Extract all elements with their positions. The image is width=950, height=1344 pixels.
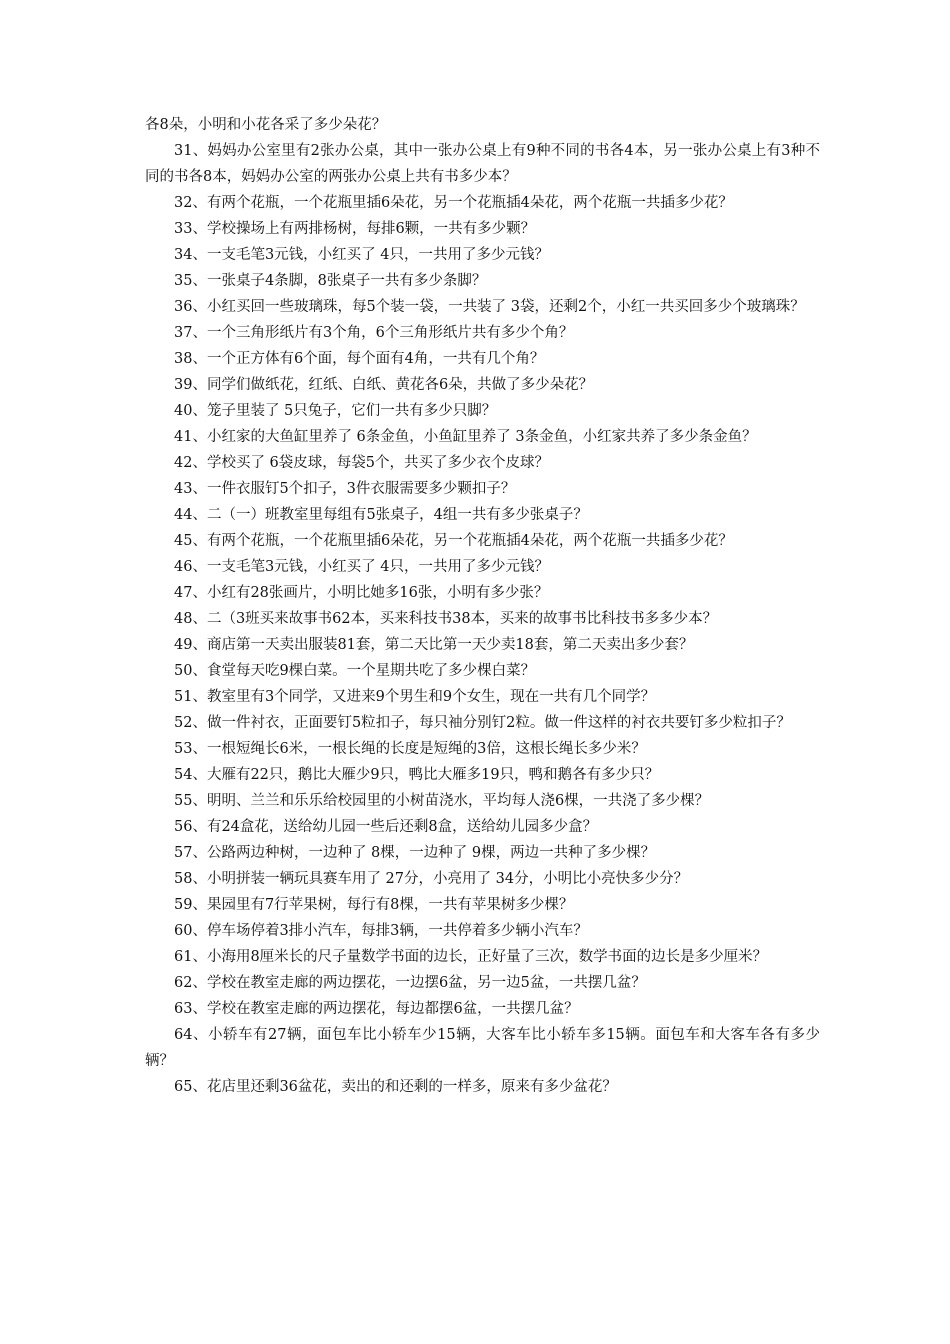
problem-item: 52、做一件衬衣，正面要钉5粒扣子，每只袖分别钉2粒。做一件这样的衬衣共要钉多少粒扣子？ [174, 715, 791, 731]
problem-item: 36、小红买回一些玻璃珠，每5个装一袋，一共装了 3袋，还剩2个，小红一共买回多少个玻璃珠？ [174, 299, 805, 315]
problem-item: 37、一个三角形纸片有3个角，6个三角形纸片共有多少个角？ [174, 325, 574, 341]
problem-item: 57、公路两边种树，一边种了 8棵，一边种了 9棵，两边一共种了多少棵？ [174, 845, 656, 861]
problem-item: 46、一支毛笔3元钱，小红买了 4只，一共用了多少元钱？ [174, 559, 550, 575]
problem-item: 55、明明、兰兰和乐乐给校园里的小树苗浇水，平均每人浇6棵，一共浇了多少棵？ [174, 793, 710, 809]
problem-item: 64、小轿车有27辆，面包车比小轿车少15辆，大客车比小轿车多15辆。面包车和大客车各有多少辆？ [145, 1027, 820, 1069]
problem-item: 53、一根短绳长6米，一根长绳的长度是短绳的3倍，这根长绳长多少米？ [174, 741, 646, 757]
problem-item: 40、笼子里装了 5只兔子，它们一共有多少只脚？ [174, 403, 497, 419]
problem-item: 47、小红有28张画片，小明比她多16张，小明有多少张？ [174, 585, 549, 601]
problem-item: 60、停车场停着3排小汽车，每排3辆，一共停着多少辆小汽车？ [174, 923, 588, 939]
continuation-paragraph: 各8朵，小明和小花各采了多少朵花？ [145, 117, 387, 133]
problem-item: 50、食堂每天吃9棵白菜。一个星期共吃了多少棵白菜？ [174, 663, 536, 679]
problem-item: 63、学校在教室走廊的两边摆花，每边都摆6盆，一共摆几盆？ [174, 1001, 579, 1017]
problem-item: 56、有24盒花，送给幼儿园一些后还剩8盒，送给幼儿园多少盒？ [174, 819, 598, 835]
problem-item: 31、妈妈办公室里有2张办公桌，其中一张办公桌上有9种不同的书各4本，另一张办公桌上有3种不同的书各8本，妈妈办公室的两张办公桌上共有书多少本？ [145, 143, 820, 185]
problem-items [145, 138, 820, 1100]
problem-item: 61、小海用8厘米长的尺子量数学书面的边长，正好量了三次，数学书面的边长是多少厘米？ [174, 949, 768, 965]
problem-item: 33、学校操场上有两排杨树，每排6颗，一共有多少颗？ [174, 221, 536, 237]
problem-item: 44、二（一）班教室里每组有5张桌子，4组一共有多少张桌子？ [174, 507, 588, 523]
problem-list [145, 112, 820, 1100]
problem-item: 59、果园里有7行苹果树，每行有8棵，一共有苹果树多少棵？ [174, 897, 574, 913]
problem-item: 32、有两个花瓶，一个花瓶里插6朵花，另一个花瓶插4朵花，两个花瓶一共插多少花？ [174, 195, 733, 211]
problem-item: 34、一支毛笔3元钱，小红买了 4只，一共用了多少元钱？ [174, 247, 550, 263]
problem-item: 43、一件衣服钉5个扣子，3件衣服需要多少颗扣子？ [174, 481, 516, 497]
problem-item: 35、一张桌子4条脚，8张桌子一共有多少条脚？ [174, 273, 487, 289]
problem-item: 48、二（3班买来故事书62本，买来科技书38本，买来的故事书比科技书多多少本？ [174, 611, 718, 627]
problem-item: 58、小明拼装一辆玩具赛车用了 27分，小亮用了 34分，小明比小亮快多少分？ [174, 871, 689, 887]
problem-item: 38、一个正方体有6个面，每个面有4角，一共有几个角？ [174, 351, 545, 367]
problem-item: 49、商店第一天卖出服装81套，第二天比第一天少卖18套，第二天卖出多少套？ [174, 637, 694, 653]
problem-item: 45、有两个花瓶，一个花瓶里插6朵花，另一个花瓶插4朵花，两个花瓶一共插多少花？ [174, 533, 733, 549]
problem-item: 41、小红家的大鱼缸里养了 6条金鱼，小鱼缸里养了 3条金鱼，小红家共养了多少条金鱼？ [174, 429, 757, 445]
problem-item: 42、学校买了 6袋皮球，每袋5个，共买了多少衣个皮球？ [174, 455, 550, 471]
problem-item: 39、同学们做纸花，红纸、白纸、黄花各6朵，共做了多少朵花？ [174, 377, 594, 393]
problem-item: 51、教室里有3个同学，又进来9个男生和9个女生，现在一共有几个同学？ [174, 689, 656, 705]
problem-item: 62、学校在教室走廊的两边摆花，一边摆6盆，另一边5盆，一共摆几盆？ [174, 975, 646, 991]
problem-item: 65、花店里还剩36盆花，卖出的和还剩的一样多，原来有多少盆花？ [174, 1079, 617, 1095]
problem-item: 54、大雁有22只，鹅比大雁少9只，鸭比大雁多19只，鸭和鹅各有多少只？ [174, 767, 660, 783]
